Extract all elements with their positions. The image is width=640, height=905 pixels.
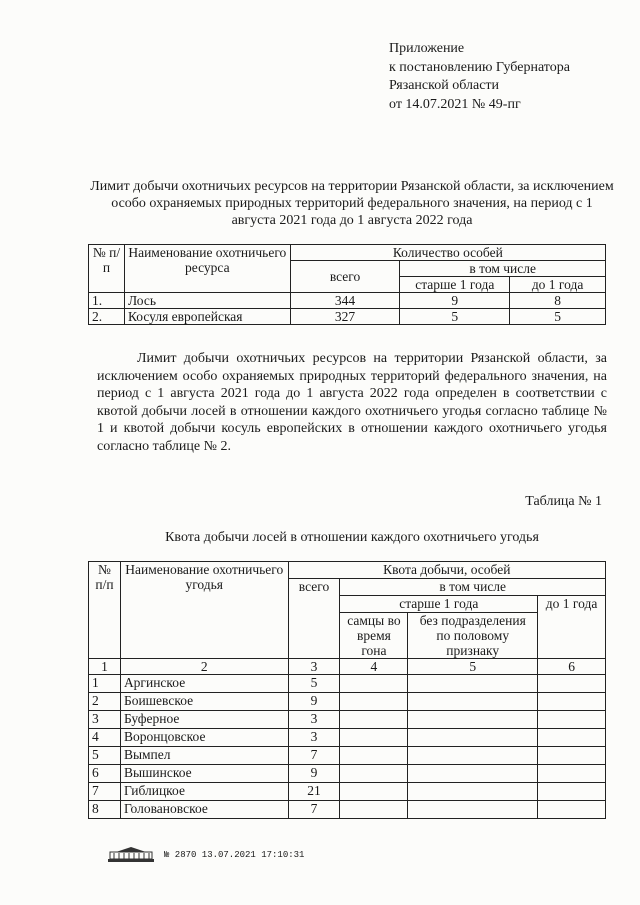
table-row — [89, 783, 606, 801]
row-nosex — [408, 801, 538, 819]
body-paragraph: Лимит добычи охотничьих ресурсов на территории Рязанской области, за исключением особо охраняемых природных территорий федерального значения, на период с 1 августа 2021 года до 1 августа 2022 года определен в соответствии с квотой добычи лосей в отношении каждого охотничьего угодья согласно таблице № 1 и квотой добычи косуль европейских в отношении каждого охотничьего угодья согласно таблице № 2. — [97, 351, 607, 454]
quota-table-body — [89, 675, 606, 819]
row-nosex — [408, 729, 538, 747]
header-num: № п/п — [89, 562, 121, 659]
header-including: в том числе — [340, 579, 606, 596]
header-total: всего — [288, 579, 340, 659]
table-row — [89, 693, 606, 711]
table-row — [89, 729, 606, 747]
table-row — [89, 747, 606, 765]
row-males — [340, 801, 408, 819]
row-under — [538, 711, 606, 729]
row-name: Буферное — [120, 711, 288, 729]
row-nosex — [408, 693, 538, 711]
appendix-line-1: Приложение — [389, 41, 465, 56]
row-older: 5 — [400, 309, 510, 325]
row-name: Боишевское — [120, 693, 288, 711]
colnum-3: 3 — [288, 659, 340, 675]
appendix-line-4: от 14.07.2021 № 49-пг — [389, 96, 521, 112]
row-males — [340, 675, 408, 693]
column-numbers-row — [89, 659, 606, 675]
header-under: до 1 года — [510, 277, 606, 293]
table-row — [89, 293, 606, 309]
row-older: 9 — [400, 293, 510, 309]
row-nosex — [408, 783, 538, 801]
colnum-4: 4 — [340, 659, 408, 675]
header-under: до 1 года — [538, 596, 606, 659]
header-including: в том числе — [400, 261, 606, 277]
row-nosex — [408, 747, 538, 765]
appendix-line-2: к постановлению Губернатора — [389, 59, 570, 75]
row-total: 344 — [290, 293, 400, 309]
row-total: 3 — [288, 729, 340, 747]
header-quota: Квота добычи, особей — [288, 562, 605, 579]
row-name: Вышинское — [120, 765, 288, 783]
header-males: самцы во время гона — [340, 613, 408, 659]
row-num: 2 — [89, 693, 121, 711]
row-total: 9 — [288, 693, 340, 711]
colnum-2: 2 — [120, 659, 288, 675]
row-nosex — [408, 765, 538, 783]
row-num: 2. — [89, 309, 125, 325]
row-males — [340, 729, 408, 747]
header-num: № п/п — [89, 245, 125, 293]
row-under — [538, 693, 606, 711]
row-males — [340, 783, 408, 801]
row-under — [538, 765, 606, 783]
row-num: 6 — [89, 765, 121, 783]
table-label: Таблица № 1 — [525, 494, 602, 509]
table-row — [89, 675, 606, 693]
row-num: 3 — [89, 711, 121, 729]
header-resource-name: Наименование охотничьего ресурса — [124, 245, 290, 293]
row-total: 3 — [288, 711, 340, 729]
colnum-6: 6 — [538, 659, 606, 675]
row-under — [538, 801, 606, 819]
appendix-block — [389, 40, 570, 114]
row-nosex — [408, 675, 538, 693]
row-num: 5 — [89, 747, 121, 765]
row-name: Лось — [124, 293, 290, 309]
header-older: старше 1 года — [400, 277, 510, 293]
row-num: 7 — [89, 783, 121, 801]
row-num: 8 — [89, 801, 121, 819]
row-under — [538, 747, 606, 765]
row-name: Гиблицкое — [120, 783, 288, 801]
row-name: Воронцовское — [120, 729, 288, 747]
row-males — [340, 765, 408, 783]
building-emblem-icon — [106, 846, 156, 864]
quota-table — [88, 561, 606, 819]
row-nosex — [408, 711, 538, 729]
row-males — [340, 711, 408, 729]
row-under — [538, 783, 606, 801]
header-quantity: Количество особей — [290, 245, 605, 261]
quota-title: Квота добычи лосей в отношении каждого охотничьего угодья — [165, 530, 539, 545]
row-males — [340, 747, 408, 765]
row-total: 7 — [288, 747, 340, 765]
row-males — [340, 693, 408, 711]
header-nosex: без подразделения по половому признаку — [408, 613, 538, 659]
row-name: Вымпел — [120, 747, 288, 765]
row-name: Аргинское — [120, 675, 288, 693]
table-row — [89, 765, 606, 783]
row-num: 4 — [89, 729, 121, 747]
row-name: Косуля европейская — [124, 309, 290, 325]
table-row — [89, 309, 606, 325]
row-name: Головановское — [120, 801, 288, 819]
header-area-name: Наименование охотничьего угодья — [120, 562, 288, 659]
footer — [106, 845, 304, 865]
limit-table — [88, 244, 606, 325]
row-total: 9 — [288, 765, 340, 783]
row-under — [538, 729, 606, 747]
colnum-5: 5 — [408, 659, 538, 675]
row-num: 1. — [89, 293, 125, 309]
row-total: 327 — [290, 309, 400, 325]
colnum-1: 1 — [89, 659, 121, 675]
row-under: 5 — [510, 309, 606, 325]
table-row — [89, 711, 606, 729]
row-num: 1 — [89, 675, 121, 693]
row-total: 5 — [288, 675, 340, 693]
registration-stamp: № 2870 13.07.2021 17:10:31 — [164, 850, 305, 860]
header-older: старше 1 года — [340, 596, 538, 613]
row-under — [538, 675, 606, 693]
row-total: 7 — [288, 801, 340, 819]
header-total: всего — [290, 261, 400, 293]
row-total: 21 — [288, 783, 340, 801]
row-under: 8 — [510, 293, 606, 309]
appendix-line-3: Рязанской области — [389, 78, 500, 93]
limit-title: Лимит добычи охотничьих ресурсов на территории Рязанской области, за исключением особо охраняемых природных территорий федерального значения, на период с 1 августа 2021 года до 1 августа 2022 года — [90, 179, 614, 228]
table-row — [89, 801, 606, 819]
